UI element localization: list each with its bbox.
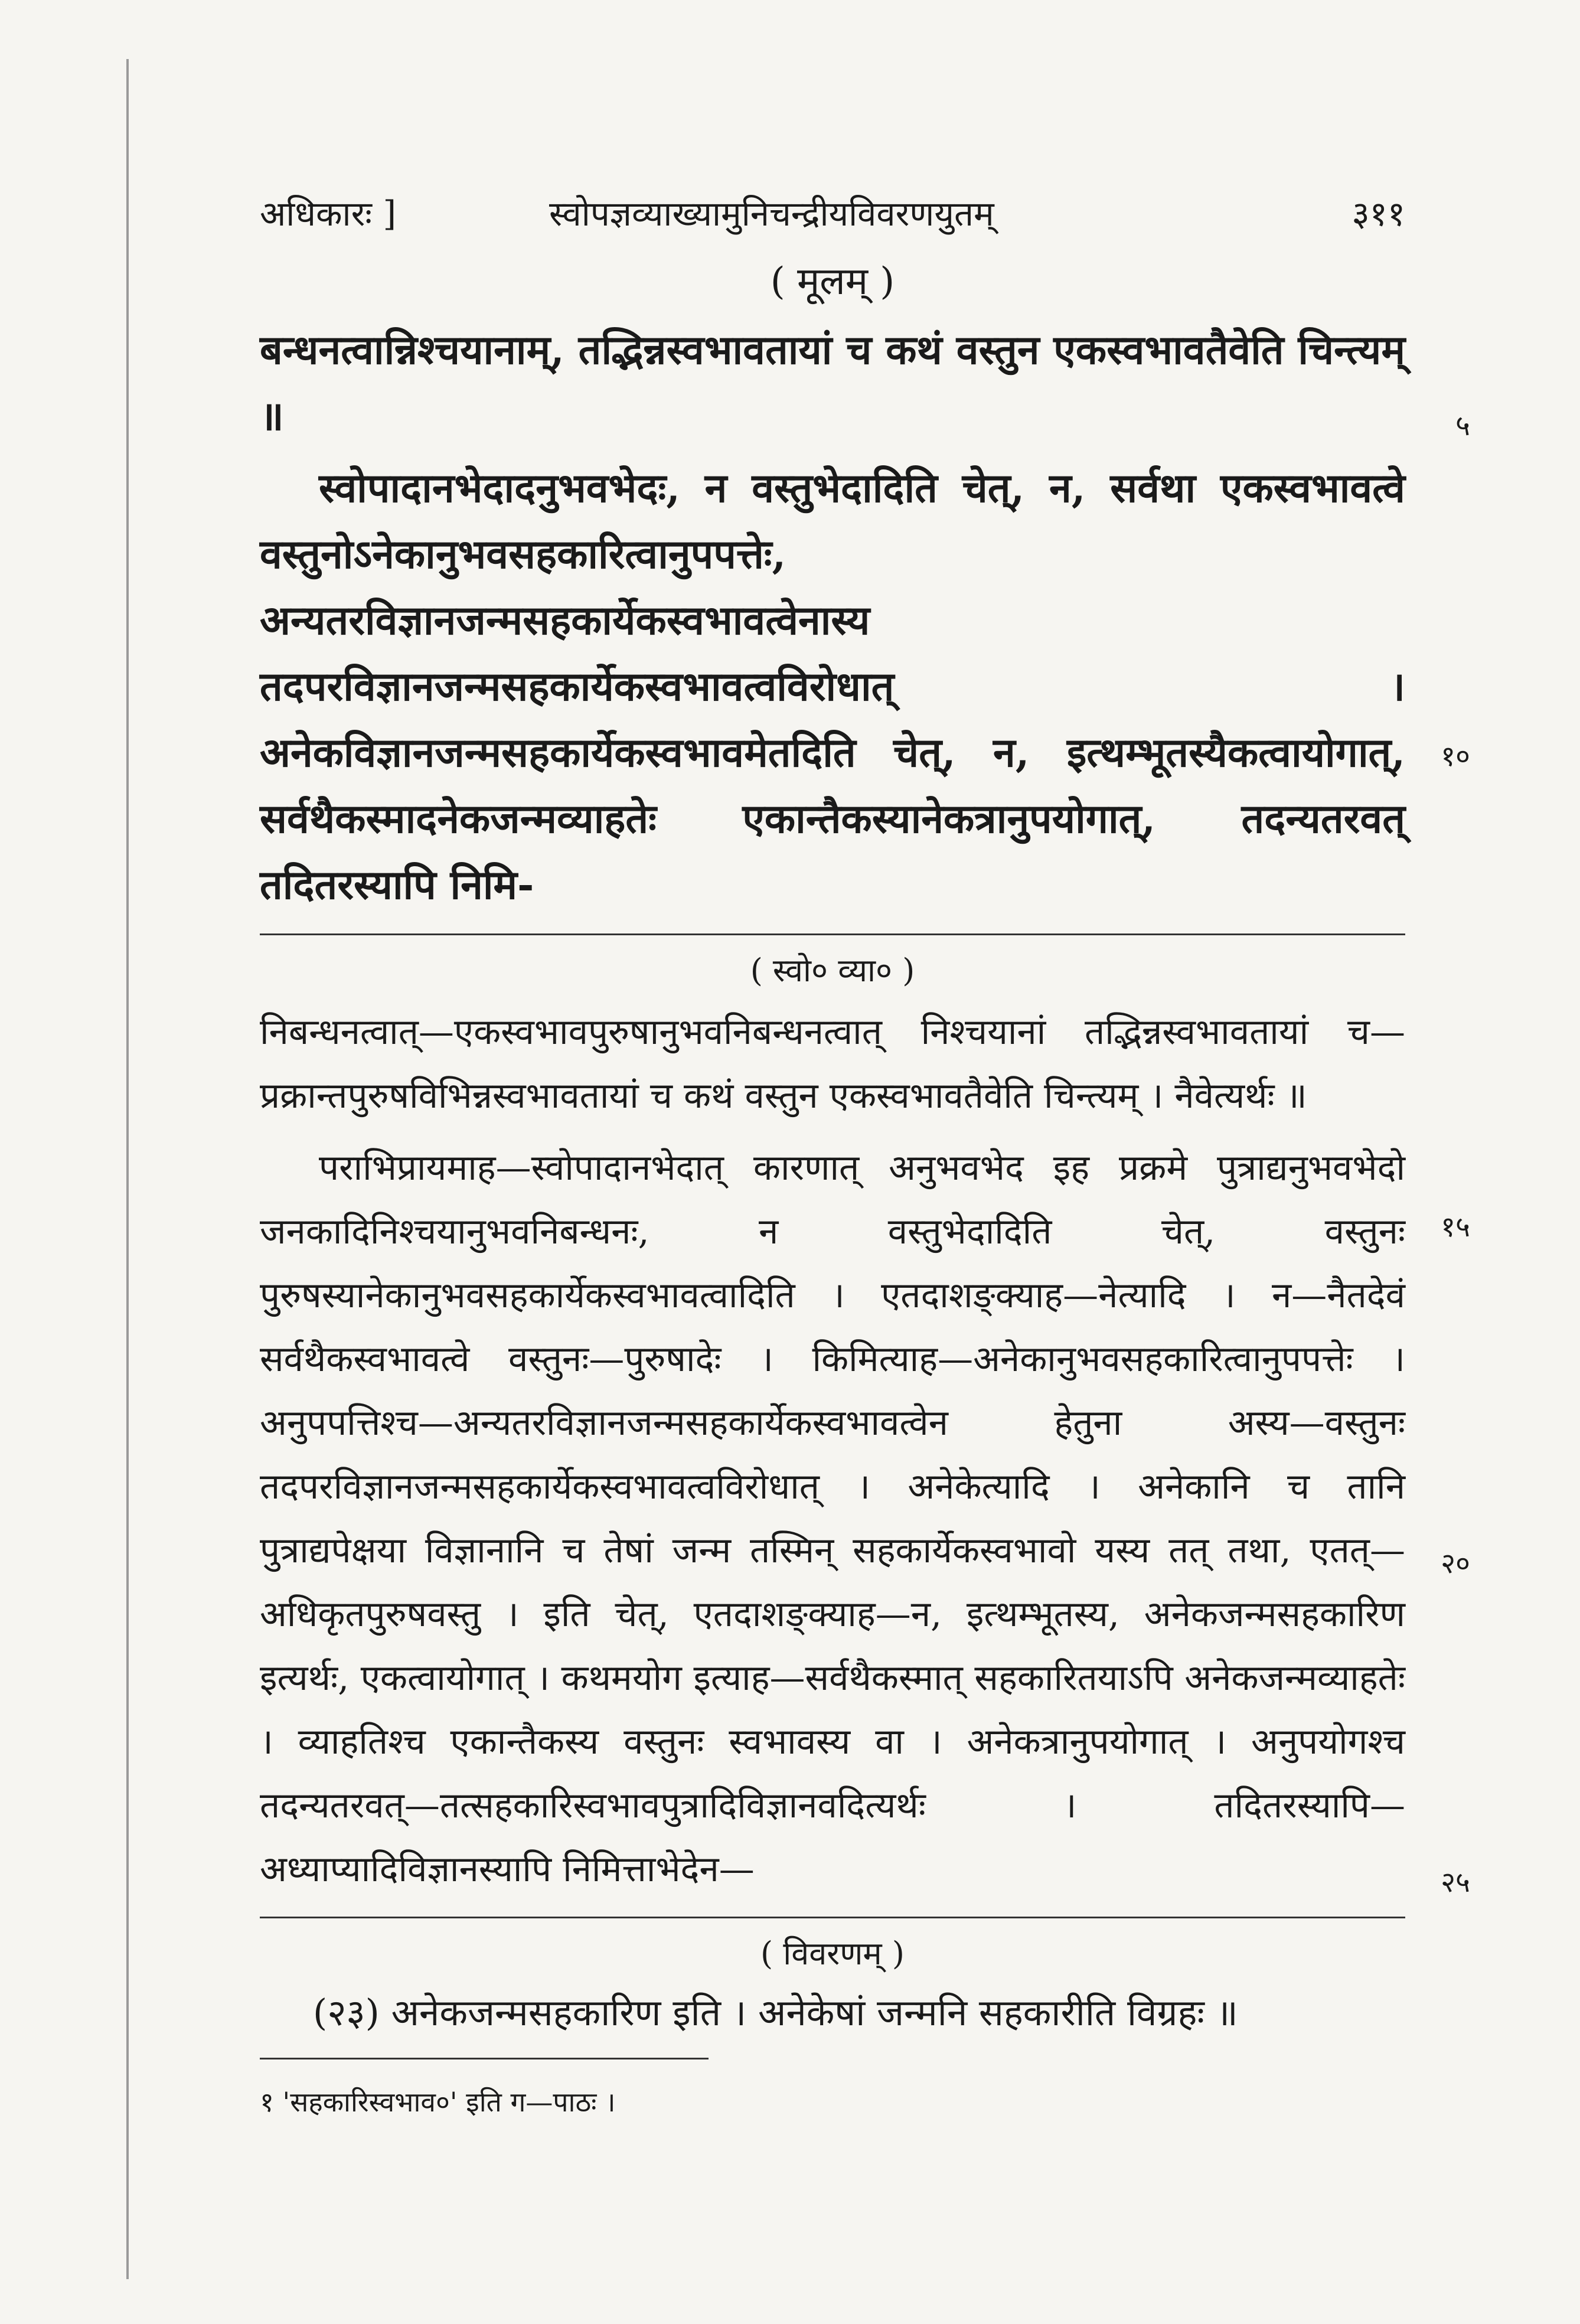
line-number: ५ [1455, 409, 1470, 442]
page-number: ३११ [1352, 194, 1405, 234]
vyakhya-block [260, 1000, 1470, 1901]
vyakhya-heading: ( स्वो० व्या० ) [750, 952, 915, 989]
vivaranam-heading: ( विवरणम् ) [760, 1935, 905, 1972]
line-number: २० [1441, 1547, 1470, 1580]
document-page [260, 177, 1470, 2120]
vyakhya-paragraph-2: पराभिप्रायमाह—स्वोपादानभेदात् कारणात् अनुभवभेद इह प्रक्रमे पुत्राद्यनुभवभेदो जनकादिनिश्चयानुभवनिबन्धनः, न वस्तुभेदादिति चेत्, वस्तुनः पुरुषस्यानेकानुभवसहकार्येकस्वभावत्वादिति । एतदाशङ्क्याह—नेत्यादि । न—नैतदेवं सर्वथैकस्वभावत्वे वस्तुनः—पुरुषादेः । किमित्याह—अनेकानुभवसहकारित्वानुपपत्तेः । अनुपपत्तिश्च—अन्यतरविज्ञानजन्मसहकार्येकस्वभावत्वेन हेतुना अस्य—वस्तुनः तदपरविज्ञानजन्मसहकार्येकस्वभावत्वविरोधात् । अनेकेत्यादि । अनेकानि च तानि पुत्राद्यपेक्षया विज्ञानानि च तेषां जन्म तस्मिन् सहकार्येकस्वभावो यस्य तत् तथा, एतत्—अधिकृतपुरुषवस्तु । इति चेत्, एतदाशङ्क्याह—न, इत्थम्भूतस्य, अनेकजन्मसहकारिण इत्यर्थः, एकत्वायोगात् । कथमयोग इत्याह—सर्वथैकस्मात् सहकारितयाऽपि अनेकजन्मव्याहतेः । व्याहतिश्च एकान्तैकस्य वस्तुनः स्वभावस्य वा । अनेकत्रानुपयोगात् । अनुपयोगश्च तदन्यतरवत्—तत्सहकारिस्वभावपुत्रादिविज्ञानवदित्यर्थः । तदितरस्यापि—अध्याप्यादिविज्ञानस्यापि निमित्ताभेदेन— [260, 1147, 1405, 1890]
line-number: २५ [1441, 1866, 1470, 1899]
line-number: १५ [1441, 1210, 1470, 1243]
header-section-label: अधिकारः ] [260, 194, 397, 234]
footnote: १ 'सहकारिस्वभाव०' इति ग—पाठः । [260, 2086, 616, 2118]
page-binding-edge [126, 59, 129, 2279]
section-divider [260, 1917, 1405, 1918]
header-title: स्वोपज्ञव्याख्यामुनिचन्द्रीयविवरणयुतम् [549, 194, 994, 234]
mulam-block [260, 317, 1470, 918]
footnote-divider [260, 2058, 709, 2059]
line-number: १० [1441, 740, 1470, 773]
vivaranam-text: (२३) अनेकजन्मसहकारिण इति । अनेकेषां जन्मनि सहकारीति विग्रहः ॥ [313, 1991, 1238, 2034]
mulam-paragraph-1: बन्धनत्वान्निश्चयानाम्, तद्भिन्नस्वभावतायां च कथं वस्तुन एकस्वभावतैवेति चिन्त्यम् ॥ [260, 327, 1405, 440]
section-divider [260, 933, 1405, 935]
running-header [260, 177, 1405, 236]
mulam-paragraph-2: स्वोपादानभेदादनुभवभेदः, न वस्तुभेदादिति चेत्, न, सर्वथा एकस्वभावत्वे वस्तुनोऽनेकानुभवसहकारित्वानुपपत्तेः, अन्यतरविज्ञानजन्मसहकार्येकस्वभावत्वेनास्य तदपरविज्ञानजन्मसहकार्येकस्वभावत्वविरोधात् । अनेकविज्ञानजन्मसहकार्येकस्वभावमेतदिति चेत्, न, इत्थम्भूतस्यैकत्वायोगात्, सर्वथैकस्मादनेकजन्मव्याहतेः एकान्तैकस्यानेकत्रानुपयोगात्, तदन्यतरवत् तदितरस्यापि निमि- [260, 465, 1405, 909]
vyakhya-paragraph-1: निबन्धनत्वात्—एकस्वभावपुरुषानुभवनिबन्धनत्वात् निश्चयानां तद्भिन्नस्वभावतायां च—प्रक्रान्तपुरुषविभिन्नस्वभावतायां च कथं वस्तुन एकस्वभावतैवेति चिन्त्यम् । नैवेत्यर्थः ॥ [260, 1011, 1405, 1117]
mulam-heading: ( मूलम् ) [770, 260, 895, 303]
